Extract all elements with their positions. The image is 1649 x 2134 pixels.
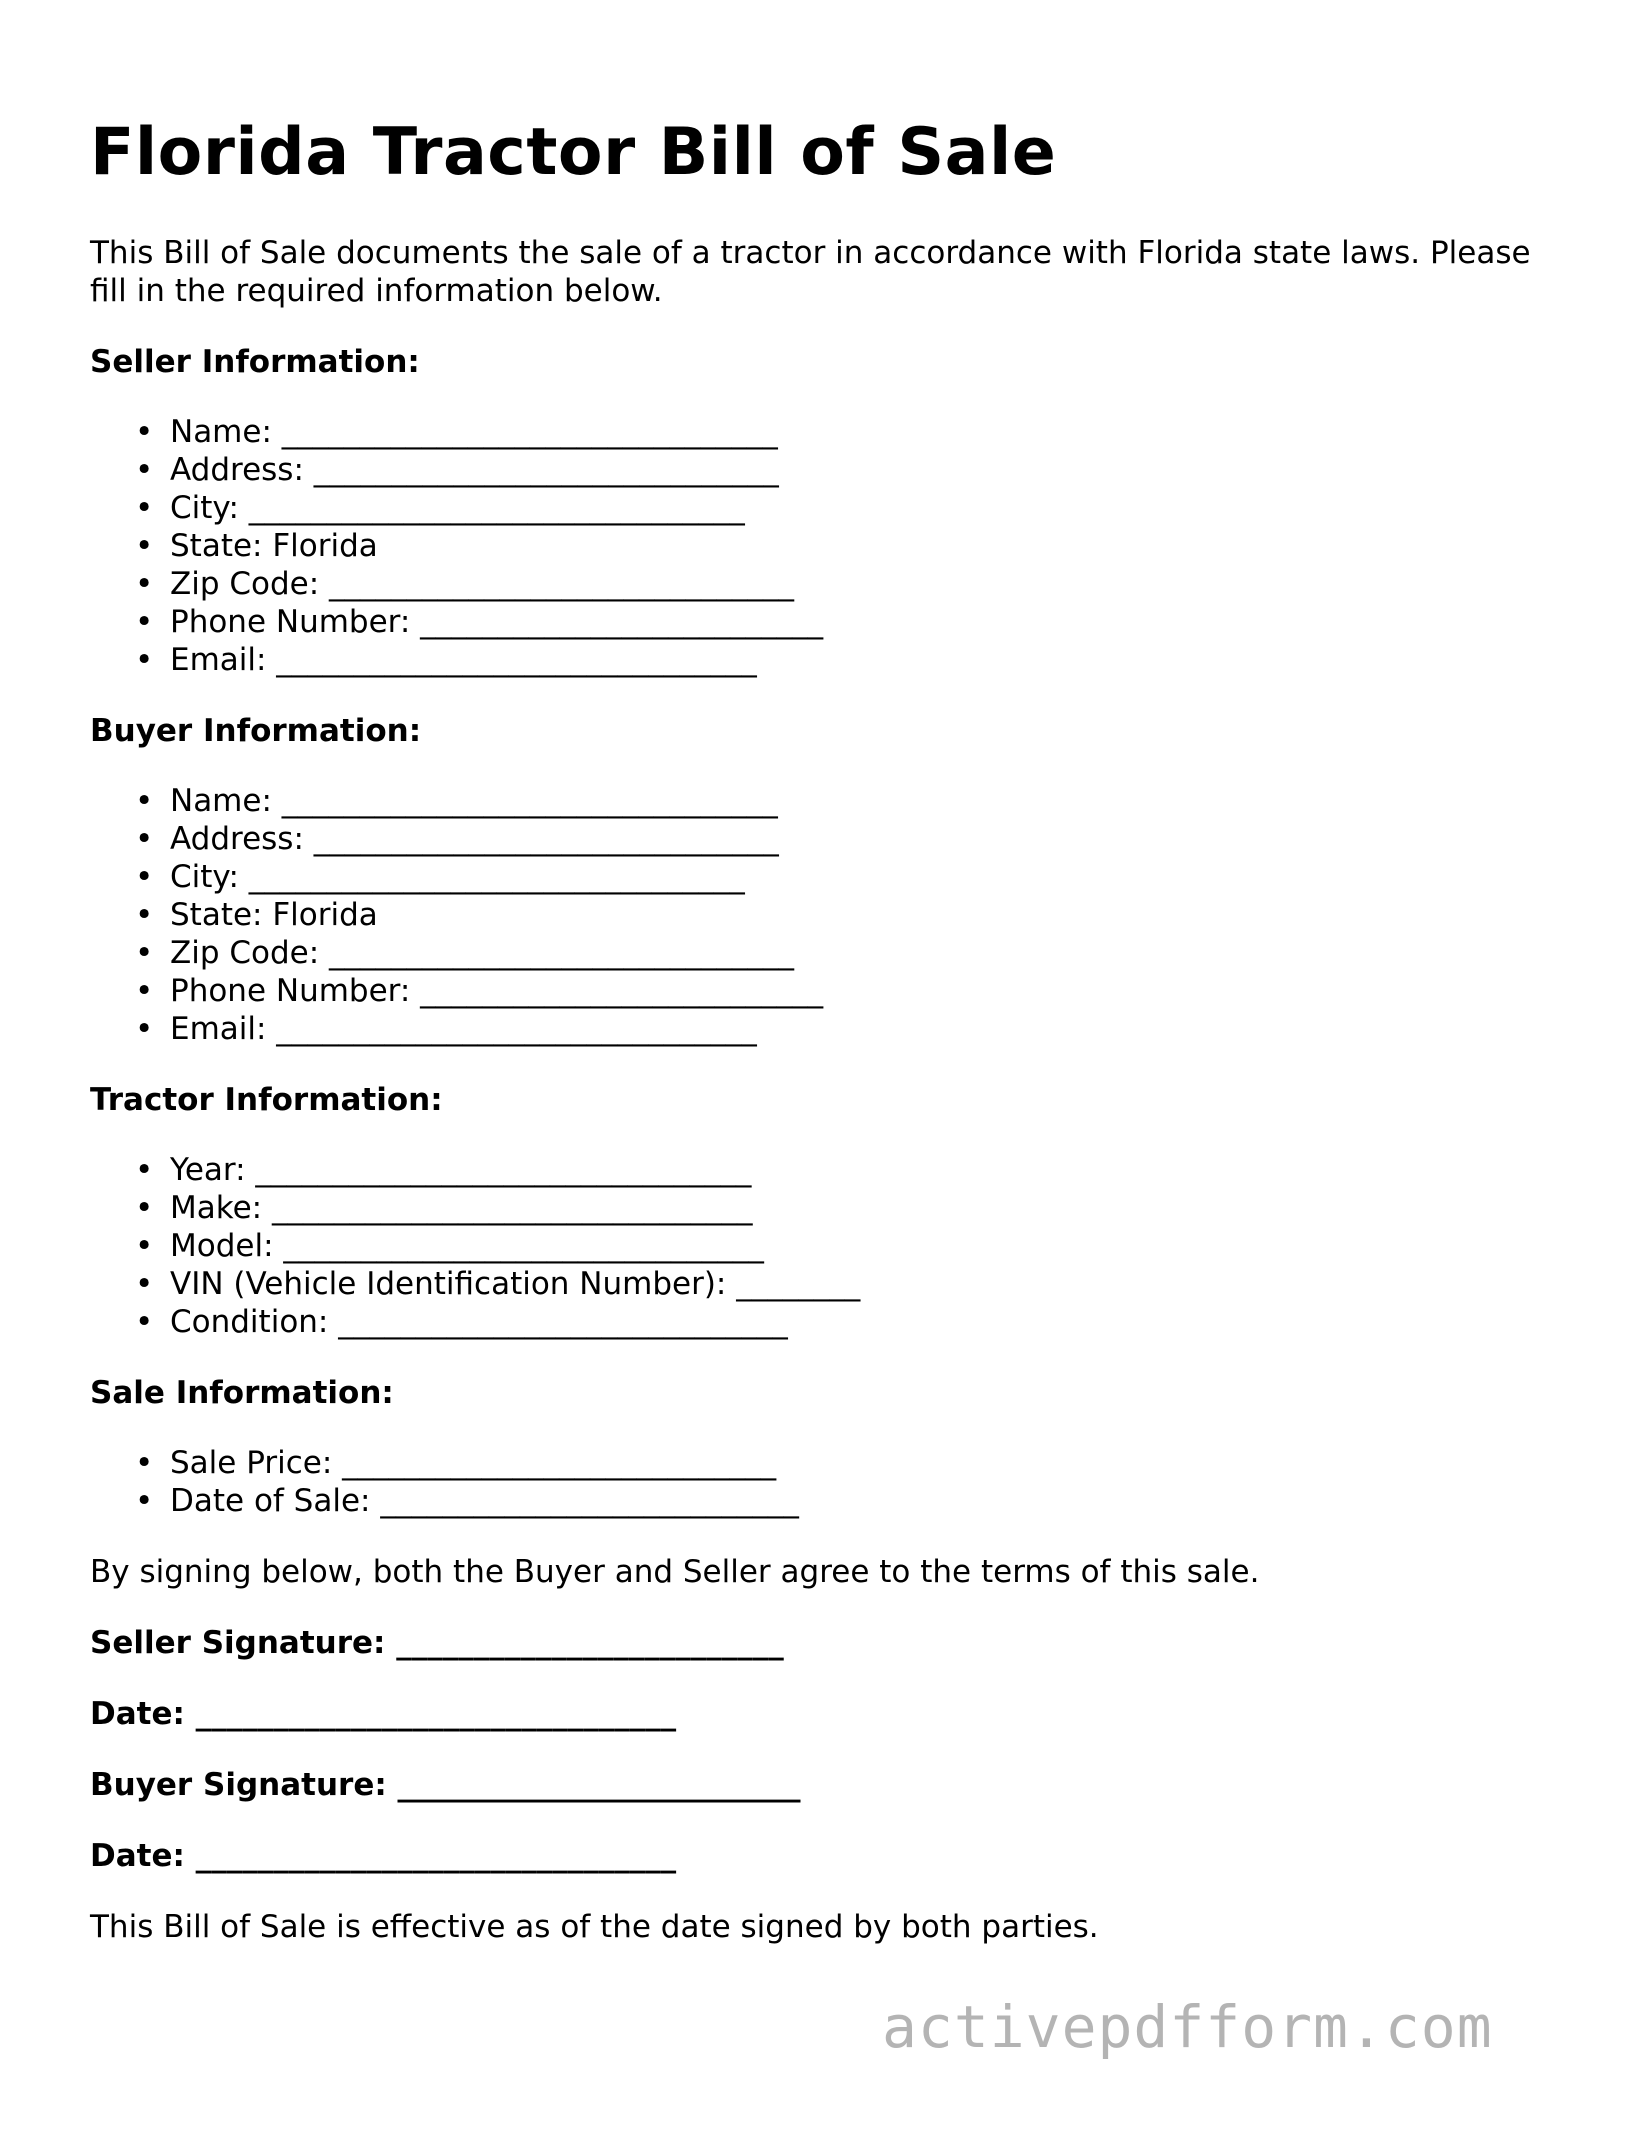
sale-fields-list — [90, 1444, 1570, 1520]
document-title: Florida Tractor Bill of Sale — [90, 115, 1057, 190]
seller-signature-field[interactable]: Seller Signature: _________________________ — [90, 1625, 784, 1661]
intro-text: This Bill of Sale documents the sale of a tractor in accordance with Florida state laws. Please fill in the required information below. — [90, 235, 1531, 309]
seller-state-field: • State: Florida — [170, 527, 1570, 565]
tractor-section-heading: Tractor Information: — [90, 1082, 443, 1118]
buyer-phone-field[interactable]: • Phone Number: __________________________ — [170, 972, 1570, 1010]
seller-date-field[interactable]: Date: _______________________________ — [90, 1696, 677, 1732]
tractor-make-field[interactable]: • Make: _______________________________ — [170, 1189, 1570, 1227]
bill-of-sale-document — [90, 115, 1570, 1946]
buyer-address-field[interactable]: • Address: ______________________________ — [170, 820, 1570, 858]
sale-price-field[interactable]: • Sale Price: ____________________________ — [170, 1444, 1570, 1482]
buyer-name-field[interactable]: • Name: ________________________________ — [170, 782, 1570, 820]
buyer-date-field[interactable]: Date: _______________________________ — [90, 1838, 677, 1874]
sale-section-heading: Sale Information: — [90, 1375, 394, 1411]
agreement-text: By signing below, both the Buyer and Seller agree to the terms of this sale. — [90, 1554, 1260, 1590]
buyer-city-field[interactable]: • City: ________________________________ — [170, 858, 1570, 896]
buyer-fields-list — [90, 782, 1570, 1048]
tractor-vin-field[interactable]: • VIN (Vehicle Identification Number): ________ — [170, 1265, 1570, 1303]
tractor-model-field[interactable]: • Model: _______________________________ — [170, 1227, 1570, 1265]
seller-address-field[interactable]: • Address: ______________________________ — [170, 451, 1570, 489]
sale-date-field[interactable]: • Date of Sale: ___________________________ — [170, 1482, 1570, 1520]
tractor-condition-field[interactable]: • Condition: _____________________________ — [170, 1303, 1570, 1341]
seller-fields-list — [90, 413, 1570, 679]
tractor-year-field[interactable]: • Year: ________________________________ — [170, 1151, 1570, 1189]
seller-zip-field[interactable]: • Zip Code: ______________________________ — [170, 565, 1570, 603]
effective-date-note: This Bill of Sale is effective as of the date signed by both parties. — [90, 1909, 1099, 1945]
seller-section-heading: Seller Information: — [90, 344, 420, 380]
seller-city-field[interactable]: • City: ________________________________ — [170, 489, 1570, 527]
buyer-section-heading: Buyer Information: — [90, 713, 422, 749]
seller-email-field[interactable]: • Email: _______________________________ — [170, 641, 1570, 679]
buyer-zip-field[interactable]: • Zip Code: ______________________________ — [170, 934, 1570, 972]
tractor-fields-list — [90, 1151, 1570, 1341]
watermark-logo: activepdfform.com — [882, 1993, 1493, 2061]
buyer-state-field: • State: Florida — [170, 896, 1570, 934]
buyer-email-field[interactable]: • Email: _______________________________ — [170, 1010, 1570, 1048]
seller-phone-field[interactable]: • Phone Number: __________________________ — [170, 603, 1570, 641]
buyer-signature-field[interactable]: Buyer Signature: __________________________ — [90, 1767, 801, 1803]
seller-name-field[interactable]: • Name: ________________________________ — [170, 413, 1570, 451]
